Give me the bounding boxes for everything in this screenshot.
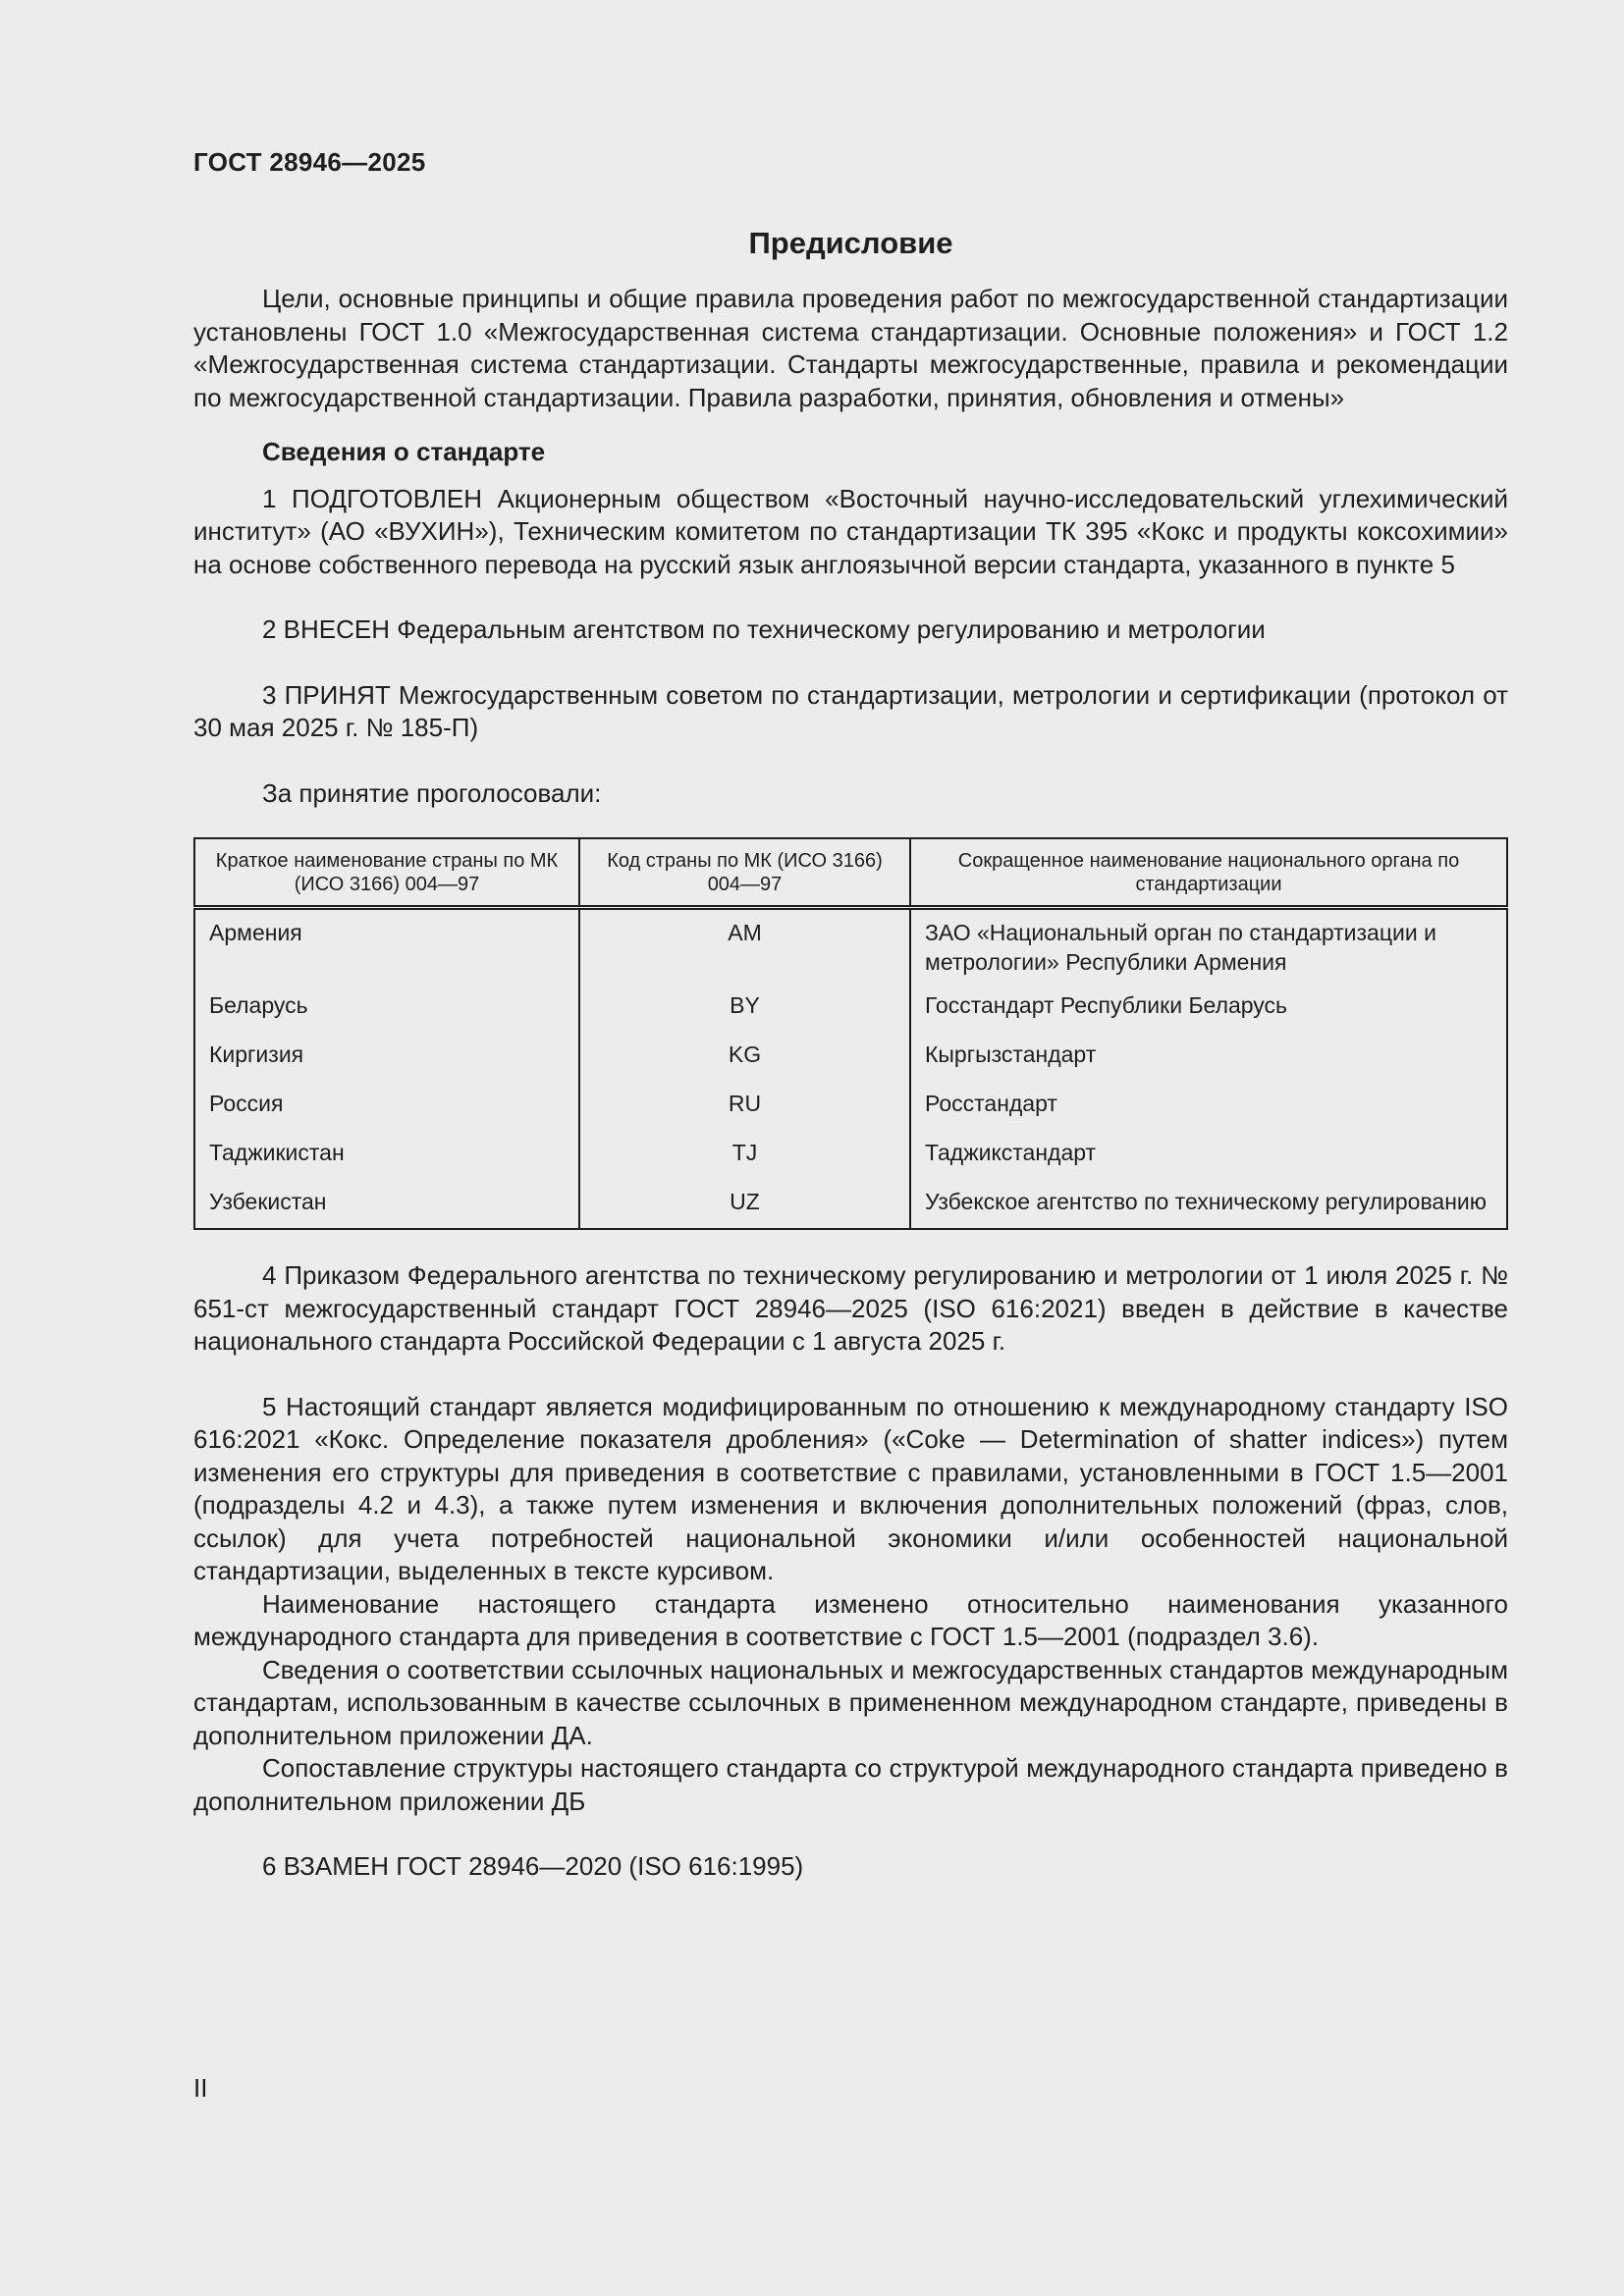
item-5-name-change-paragraph: Наименование настоящего стандарта изменено относительно наименования указанного международного стандарта для приведения в соответствие с ГОСТ 1.5—2001 (подраздел 3.6). bbox=[193, 1588, 1508, 1651]
standards-body-cell: Росстандарт bbox=[910, 1085, 1507, 1134]
document-body bbox=[193, 224, 1508, 1884]
table-row bbox=[194, 1134, 1507, 1183]
item-5-paragraph: 5 Настоящий стандарт является модифицированным по отношению к международному стандарту ISO 616:2021 «Кокс. Определение показателя дробления» («Coke — Determination of shatter indices») путем изменения его структуры для приведения в соответствие с правилами, установленными в ГОСТ 1.5—2001 (подразделы 4.2 и 4.3), а также путем изменения и включения дополнительных положений (фраз, слов, ссылок) для учета потребностей национальной экономики и/или особенностей национальной стандартизации, выделенных в тексте курсивом. bbox=[193, 1391, 1508, 1585]
table-header-country: Краткое наименование страны по МК (ИСО 3166) 004—97 bbox=[194, 838, 579, 908]
table-header-body: Сокращенное наименование национального органа по стандартизации bbox=[910, 838, 1507, 908]
standards-body-cell: Кыргызстандарт bbox=[910, 1036, 1507, 1085]
country-cell: Беларусь bbox=[209, 992, 308, 1018]
section-subheading: Сведения о стандарте bbox=[262, 437, 546, 466]
country-code-cell: AM bbox=[579, 908, 910, 988]
intro-paragraph: Цели, основные принципы и общие правила проведения работ по межгосударственной стандартизации установлены ГОСТ 1.0 «Межгосударственная система стандартизации. Основные положения» и ГОСТ 1.2 «Межгосударственная система стандартизации. Стандарты межгосударственные, правила и рекомендации по межгосударственной стандартизации. Правила разработки, принятия, обновления и отмены» bbox=[193, 284, 1508, 412]
item-5-references-paragraph: Сведения о соответствии ссылочных национальных и межгосударственных стандартов международным стандартам, использованным в качестве ссылочных в примененном международном стандарте, приведены в дополнительном приложении ДА. bbox=[193, 1654, 1508, 1750]
item-6-paragraph: 6 ВЗАМЕН ГОСТ 28946—2020 (ISO 616:1995) bbox=[262, 1851, 804, 1881]
item-5-structure-paragraph: Сопоставление структуры настоящего стандарта со структурой международного стандарта приведено в дополнительном приложении ДБ bbox=[193, 1753, 1508, 1816]
item-2-paragraph: 2 ВНЕСЕН Федеральным агентством по техническому регулированию и метрологии bbox=[262, 614, 1266, 644]
country-code-cell: RU bbox=[579, 1085, 910, 1134]
country-code-cell: KG bbox=[579, 1036, 910, 1085]
table-header-code: Код страны по МК (ИСО 3166) 004—97 bbox=[579, 838, 910, 908]
table-row bbox=[194, 1183, 1507, 1229]
standards-body-cell: Таджикстандарт bbox=[910, 1134, 1507, 1183]
item-3-paragraph: 3 ПРИНЯТ Межгосударственным советом по стандартизации, метрологии и сертификации (протокол от 30 мая 2025 г. № 185-П) bbox=[193, 679, 1508, 742]
country-cell: Узбекистан bbox=[209, 1189, 327, 1214]
page-number: II bbox=[193, 2073, 208, 2103]
country-code-cell: TJ bbox=[579, 1134, 910, 1183]
voting-countries-table bbox=[193, 837, 1508, 1230]
table-header-row bbox=[194, 838, 1507, 908]
standards-body-cell: ЗАО «Национальный орган по стандартизации и метрологии» Республики Армения bbox=[910, 908, 1507, 988]
country-cell: Россия bbox=[209, 1091, 284, 1116]
table-row bbox=[194, 908, 1507, 988]
standards-body-cell: Госстандарт Республики Беларусь bbox=[910, 987, 1507, 1036]
country-code-cell: UZ bbox=[579, 1183, 910, 1229]
page-title: Предисловие bbox=[748, 226, 953, 260]
table-row bbox=[194, 1085, 1507, 1134]
item-1-paragraph: 1 ПОДГОТОВЛЕН Акционерным обществом «Восточный научно-исследовательский углехимический институт» (АО «ВУХИН»), Техническим комитетом по стандартизации ТК 395 «Кокс и продукты коксохимии» на основе собственного перевода на русский язык англоязычной версии стандарта, указанного в пункте 5 bbox=[193, 483, 1508, 579]
vote-intro-paragraph: За принятие проголосовали: bbox=[262, 777, 602, 808]
document-code-header: ГОСТ 28946—2025 bbox=[193, 147, 426, 177]
table-row bbox=[194, 987, 1507, 1036]
country-cell: Таджикистан bbox=[209, 1140, 345, 1165]
table-row bbox=[194, 1036, 1507, 1085]
country-cell: Армения bbox=[209, 920, 302, 945]
country-cell: Киргизия bbox=[209, 1041, 304, 1067]
item-4-paragraph: 4 Приказом Федерального агентства по техническому регулированию и метрологии от 1 июля 2025 г. № 651-ст межгосударственный стандарт ГОСТ 28946—2025 (ISO 616:2021) введен в действие в качестве национального стандарта Российской Федерации с 1 августа 2025 г. bbox=[193, 1260, 1508, 1356]
country-code-cell: BY bbox=[579, 987, 910, 1036]
standards-body-cell: Узбекское агентство по техническому регулированию bbox=[910, 1183, 1507, 1229]
